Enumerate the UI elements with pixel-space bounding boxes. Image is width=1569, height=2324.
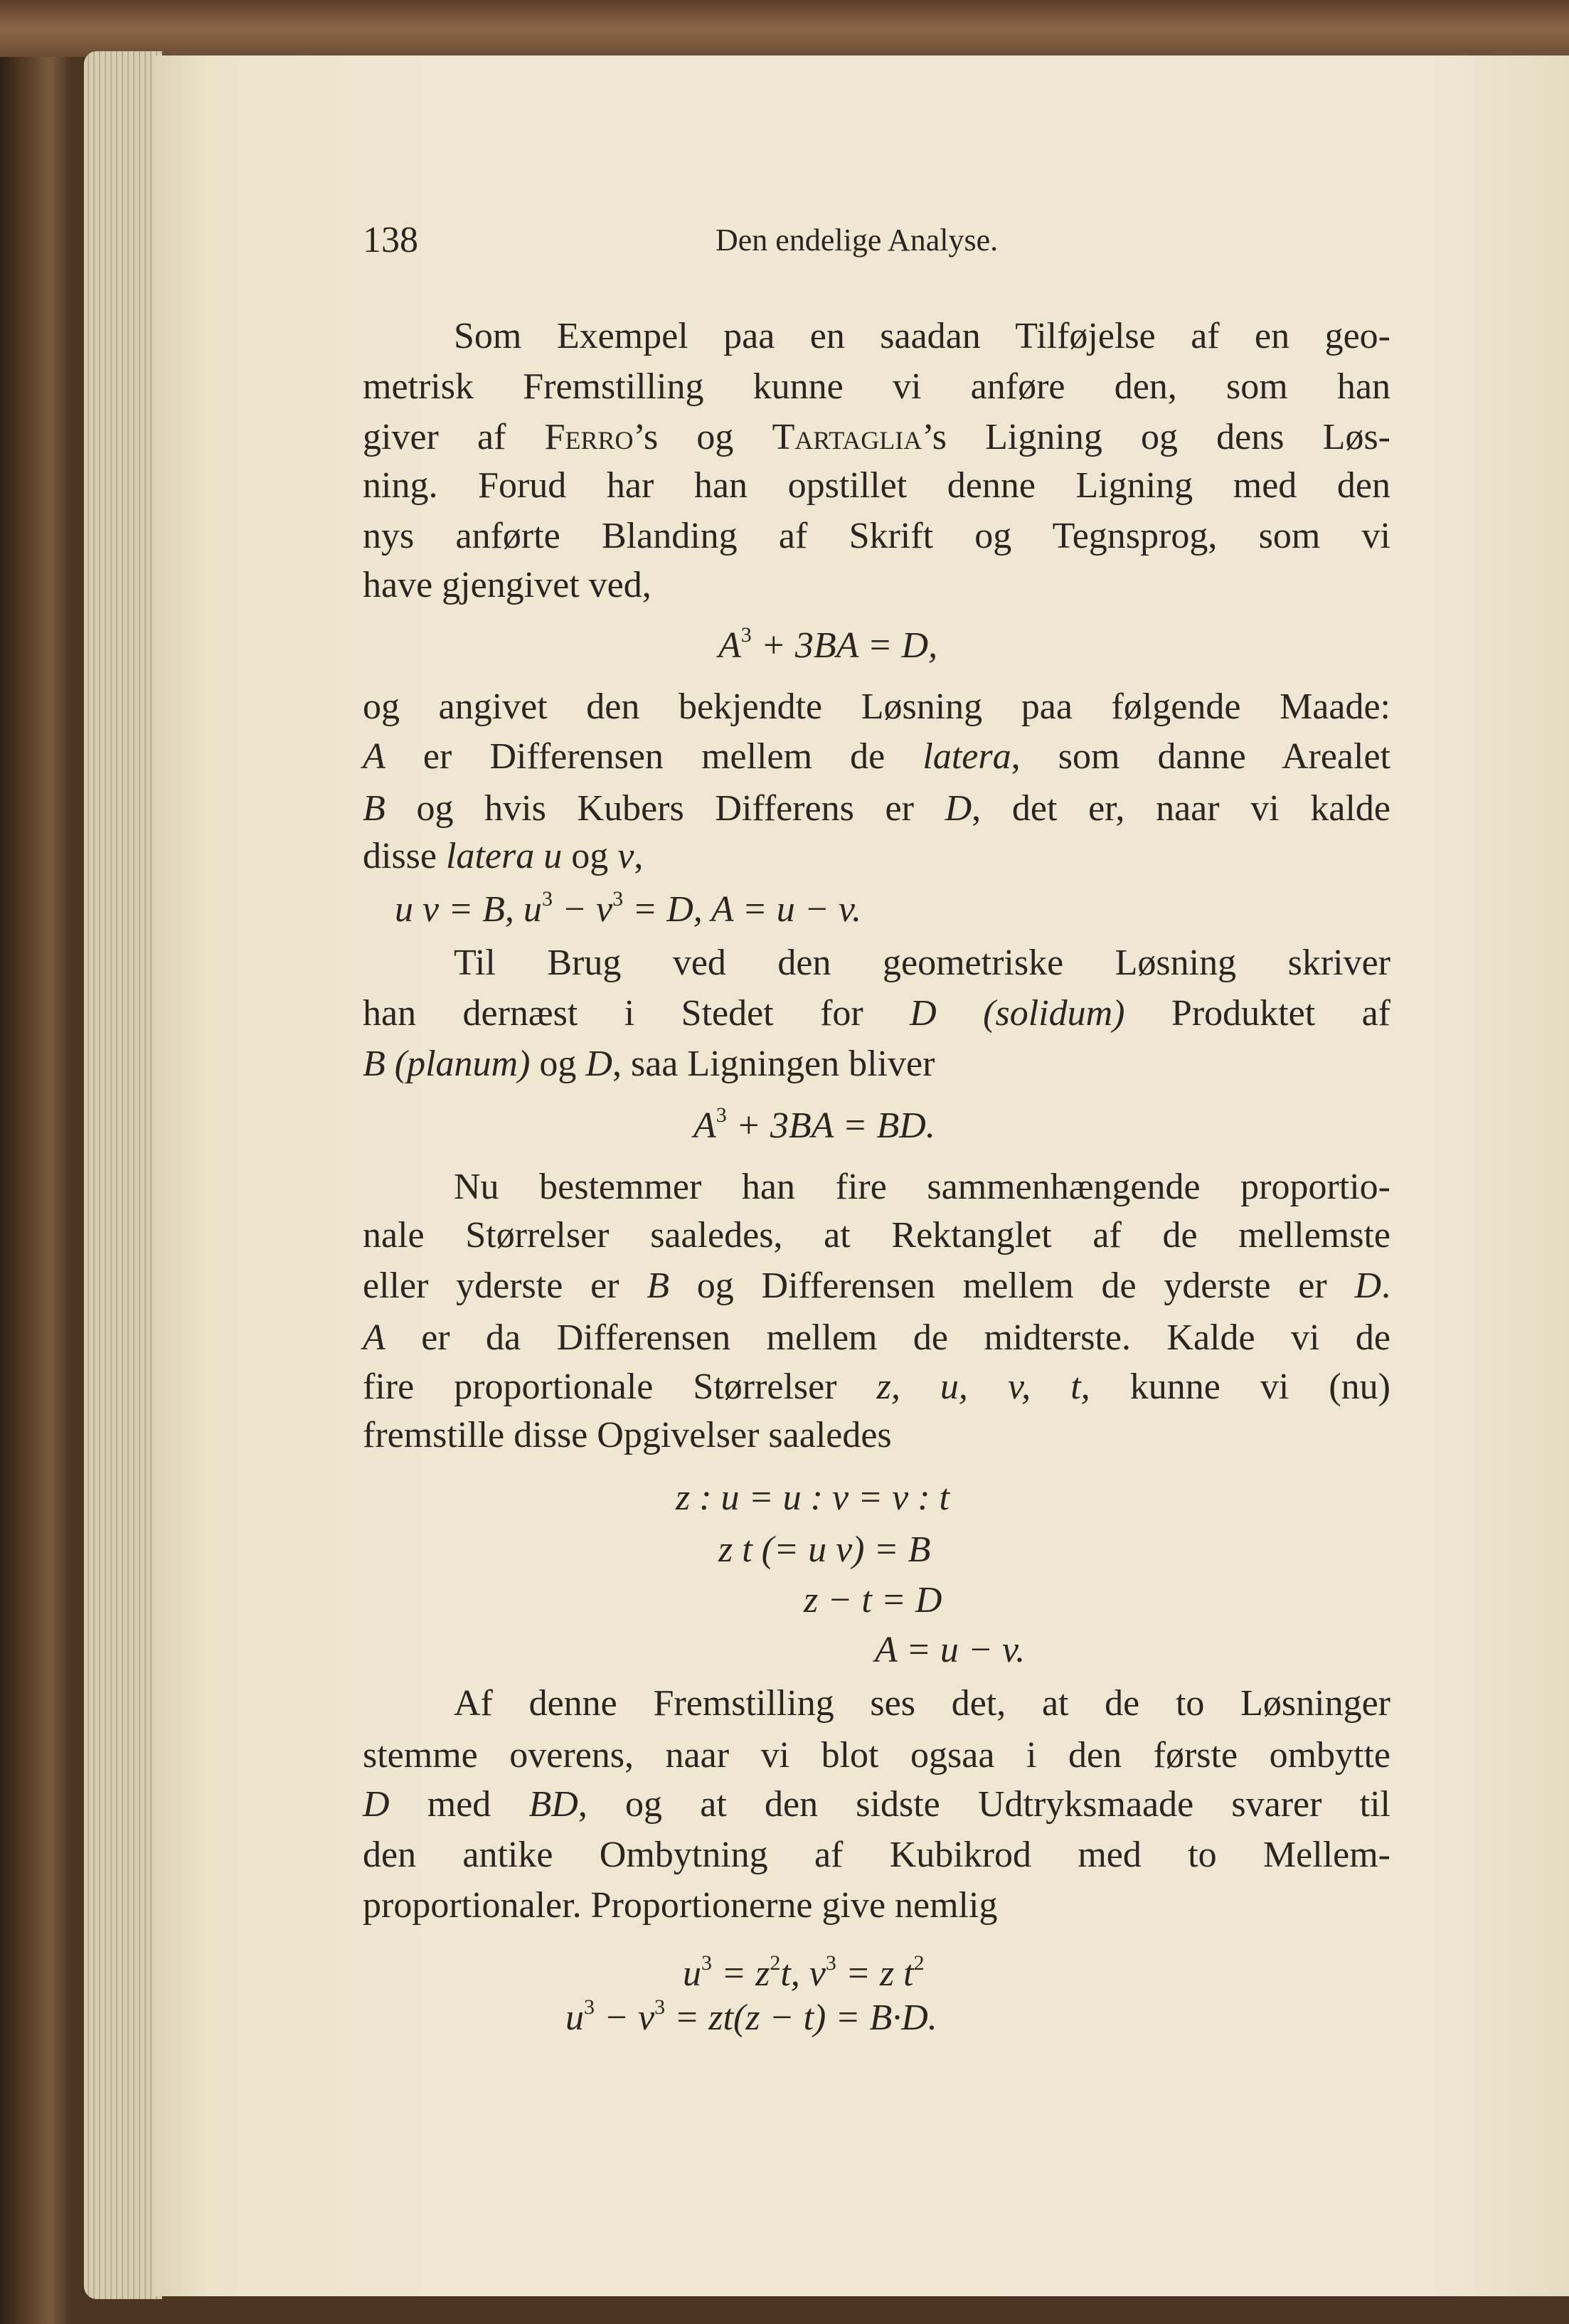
exponent: 3 [541,887,553,911]
equation [718,1529,930,1571]
text-segment: latera [922,736,1011,777]
text-line [363,1884,1390,1927]
text-segment: nys anførte Blanding af Skrift og Tegnsprog, som vi [363,516,1390,556]
text-line [363,1265,1390,1307]
text-segment: ’s Ligning og dens Løs- [922,417,1390,457]
text-segment: = zt(z − t) = B·D. [665,1997,937,2038]
text-segment: og angivet den bekjendte Løsning paa følgende Maade: [363,686,1390,727]
text-segment: − v [552,889,613,930]
text-segment: u [565,1997,584,2038]
text-segment: Til Brug ved den geometriske Løsning skriver [454,943,1390,983]
text-line [363,1783,1390,1826]
text-segment: den antike Ombytning af Kubikrod med to Mellem- [363,1835,1390,1875]
text-segment: D [1354,1266,1381,1306]
text-segment: Ferro [544,417,634,457]
text-segment: A [693,1105,716,1146]
text-segment: D [945,788,972,829]
text-line [363,992,1390,1035]
text-line [363,564,1390,607]
text-line [363,366,1390,408]
text-segment: fremstille disse Opgivelser saaledes [363,1415,892,1455]
text-line [363,736,1390,778]
text-segment: kunne vi (nu) [1090,1367,1390,1407]
exponent: 3 [740,623,752,647]
equation [804,1579,942,1622]
text-line [363,465,1390,507]
text-segment: . [1381,1266,1390,1306]
text-segment: er da Differensen mellem de midterste. Kalde vi de [385,1317,1390,1358]
text-segment: + 3BA = BD. [726,1105,935,1146]
text-segment: eller yderste er [363,1266,647,1306]
text-segment: Nu bestemmer han fire sammenhængende proportio- [454,1167,1390,1207]
exponent: 2 [913,1951,925,1975]
text-segment: stemme overens, naar vi blot ogsaa i den første ombytte [363,1735,1390,1776]
text-segment: og hvis Kubers Differens er [385,788,945,829]
text-segment: have gjengivet ved, [363,565,651,605]
text-line [363,1166,1390,1209]
exponent: 3 [716,1103,727,1127]
text-segment: ning. Forud har han opstillet denne Ligning med den [363,465,1390,506]
text-segment: disse [363,836,446,876]
equation [565,1997,937,2039]
text-segment: D [363,1784,390,1825]
text-segment: z t (= u v) = B [718,1529,931,1570]
text-segment: fire proportionale Størrelser [363,1367,877,1407]
text-line [363,686,1390,728]
text-segment: u v = B, u [395,889,542,930]
text-segment: z : u = u : v = v : t [676,1477,950,1518]
text-segment: BD [528,1784,578,1825]
text-segment: Som Exempel paa en saadan Tilføjelse af en geo- [454,316,1390,356]
text-segment: Af denne Fremstilling ses det, at de to Løsninger [454,1683,1390,1724]
text-segment: , og at den sidste Udtryksmaade svarer til [578,1784,1390,1825]
text-line [363,1734,1390,1777]
text-segment: , saa Ligningen bliver [612,1044,935,1084]
text-line [363,1682,1390,1725]
text-segment: , som danne Arealet [1011,736,1390,777]
text-segment: B (planum) [363,1044,531,1084]
text-segment: nale Størrelser saaledes, at Rektanglet af de mellemste [363,1215,1390,1256]
text-segment: A [363,1317,385,1358]
text-segment: er Differensen mellem de [385,736,923,777]
text-line [363,835,1390,878]
text-segment: z − t = D [804,1580,942,1620]
text-segment: han dernæst i Stedet for [363,993,910,1034]
text-line [363,1043,1390,1086]
text-segment: u [683,1953,701,1994]
text-segment: A [363,736,385,777]
text-segment: A = u − v. [875,1630,1026,1670]
text-segment: = D, A = u − v. [623,889,862,930]
exponent: 3 [584,1995,595,2019]
text-line [363,1366,1390,1408]
text-line [363,515,1390,558]
text-segment: Produktet af [1124,993,1390,1034]
cover-top-edge [0,0,1569,57]
exponent: 3 [825,1951,836,1975]
text-line [363,1317,1390,1359]
text-segment: = z t [836,1953,914,1994]
text-segment: giver af [363,417,545,457]
text-segment: A [718,625,741,666]
equation [395,888,861,931]
text-segment: = z [712,1953,770,1994]
text-line [363,1214,1390,1257]
text-segment: B [363,788,385,829]
text-segment: − v [595,1997,655,2038]
text-line [363,942,1390,985]
text-line [363,787,1390,830]
text-segment: proportionaler. Proportionerne give nemlig [363,1885,998,1926]
exponent: 3 [654,1995,666,2019]
text-line [363,315,1390,358]
text-line [363,416,1390,459]
text-segment: ’s og [633,417,772,457]
equation [683,1953,925,1995]
page-edges [84,51,162,2299]
text-segment: v [617,836,634,876]
exponent: 3 [701,1951,712,1975]
text-segment: t, v [780,1953,826,1994]
text-segment: B [647,1266,669,1306]
text-segment: og [530,1044,586,1084]
text-segment: metrisk Fremstilling kunne vi anføre den, som han [363,366,1390,407]
text-segment: , [634,836,644,876]
text-segment: D [585,1044,612,1084]
text-segment: , det er, naar vi kalde [972,788,1391,829]
text-segment: Tartaglia [772,417,922,457]
text-segment: og [562,836,618,876]
exponent: 3 [612,887,624,911]
exponent: 2 [770,1951,781,1975]
text-segment: + 3BA = D, [751,625,938,666]
page-number: 138 [363,220,418,260]
equation [693,1105,935,1147]
equation [718,625,937,667]
text-segment: latera u [446,836,563,876]
text-segment: og Differensen mellem de yderste er [669,1266,1355,1306]
text-segment: z, u, v, t, [876,1367,1090,1407]
text-line [363,1834,1390,1877]
text-segment: med [389,1784,529,1825]
running-title: Den endelige Analyse. [716,223,999,258]
text-line [363,1414,1390,1457]
text-segment: D (solidum) [910,993,1125,1034]
equation [676,1477,950,1519]
equation [875,1629,1025,1672]
